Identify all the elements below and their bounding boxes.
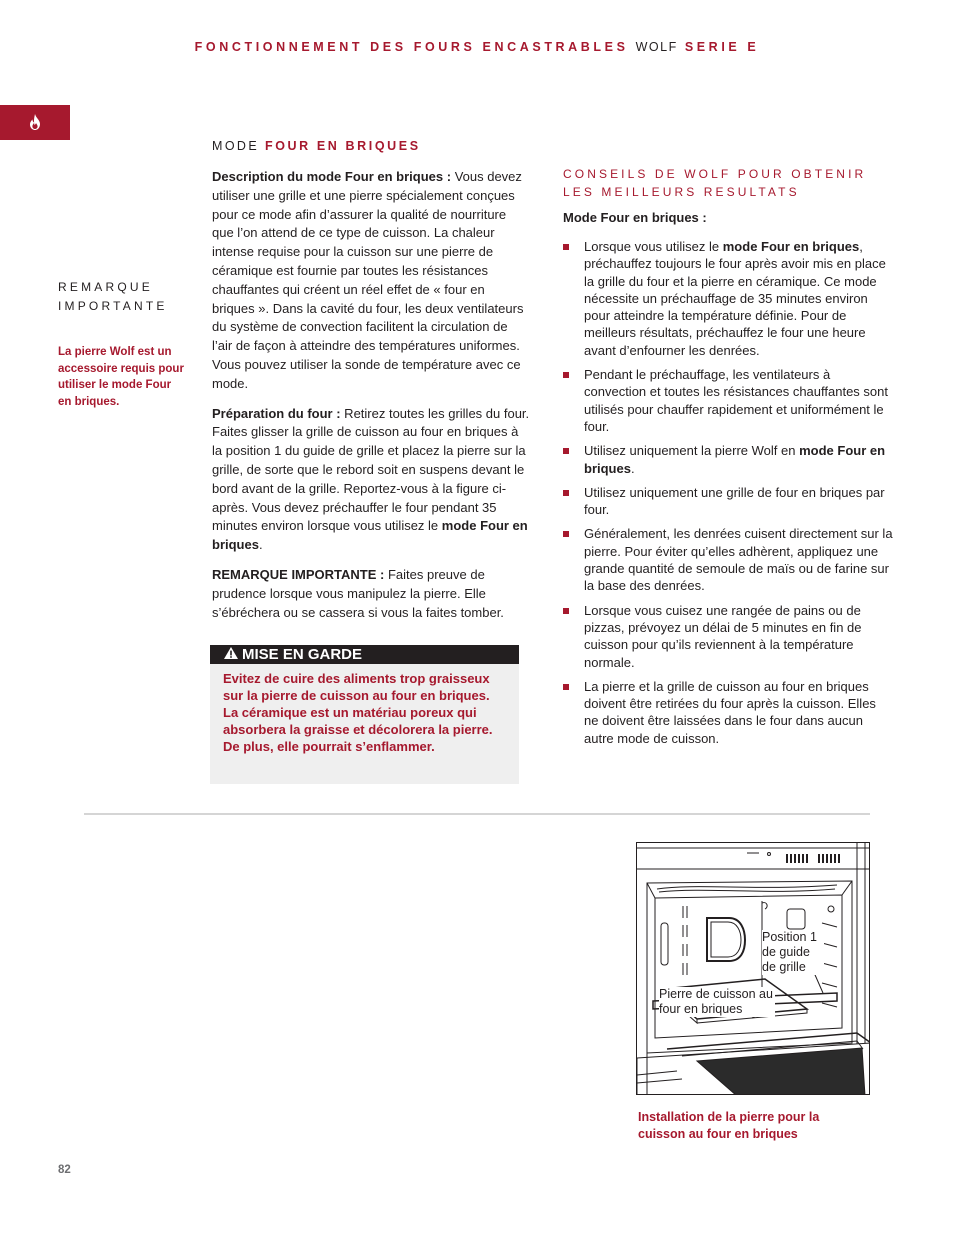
section-divider [84,813,870,815]
important-note-paragraph [212,566,530,622]
tip-text: Utilisez uniquement la pierre Wolf en [584,443,800,459]
section-title [212,139,421,153]
warning-title-bar [210,645,519,664]
sidebar-heading-line1: REMARQUE [58,280,153,294]
list-item [563,602,893,671]
tip-text: Pendant le préchauffage, les ventilateurs à convection et toutes les résistances chauffantes sont utilisés pour chauffer rapidement et uniformément le four. [584,367,888,434]
warning-box [210,645,519,784]
important-note-label: REMARQUE IMPORTANTE : [212,566,385,582]
tip-text-end: . [630,460,635,476]
stone-callout: Pierre de cuisson au four en briques [659,987,775,1017]
list-item [563,678,893,747]
sidebar-heading [58,278,188,316]
rack-position-callout: Position 1 de guide de grille [762,930,824,975]
preparation-text: Retirez toutes les grilles du four. Faites glisser la grille de cuisson au four en briques à la position 1 du guide de grille et placez la pierre sur la grille, de sorte que le rebord soit en suspens devant le bord avant de la grille. Reportez-vous à la figure ci-après. Vous devez préchauffer le four pendant 35 minutes environ lorsque vous utilisez le [212,405,530,534]
header-title: FONCTIONNEMENT DES FOURS ENCASTRABLES [194,40,629,54]
sidebar-heading-line2: IMPORTANTE [58,299,168,313]
list-item [563,238,893,359]
tip-bold: mode Four en briques [722,239,860,254]
tip-text: Lorsque vous utilisez le [584,239,723,254]
preparation-label: Préparation du four : [212,405,341,421]
important-note-text: Faites preuve de prudence lorsque vous manipulez la pierre. Elle s’ébréchera ou se cassera si vous la faites tomber. [212,566,504,620]
tips-heading: CONSEILS DE WOLF POUR OBTENIR LES MEILLEURS RESULTATS [563,167,867,199]
description-text: Vous devez utiliser une grille et une pierre spécialement conçues pour ce mode afin d’assurer la qualité de nourriture que l’on attend de ce type de cuisson. La chaleur intense requise pour la cuisson sur une pierre de céramique est fournie par toutes les résistances chauffantes qui créent un réel effet de « four en briques ». Dans la cavité du four, les deux ventilateurs du système de convection facilitent la circulation de l’air de façon à atteindre des températures uniformes. Vous pouvez utiliser la sonde de température avec ce mode. [212,169,524,391]
list-item [563,366,893,435]
preparation-paragraph [212,405,530,555]
tip-bold: mode Four en briques [584,443,886,476]
oven-drawing [637,843,870,1095]
description-label: Description du mode Four en briques : [212,169,452,184]
tip-text: Généralement, les denrées cuisent directement sur la pierre. Pour éviter qu’elles adhèrent, appliquez une grande quantité de semoule de maïs ou de farine sur la base des denrées. [584,526,893,594]
warning-triangle-icon [224,647,238,659]
list-item [563,525,893,594]
warning-title: MISE EN GARDE [242,646,363,663]
section-prefix: MODE [212,139,260,153]
running-header [0,40,954,54]
tips-subheading: Mode Four en briques : [563,210,707,225]
sidebar-note: La pierre Wolf est un accessoire requis pour utiliser le mode Four en briques. [58,346,184,408]
preparation-tail: . [258,537,263,553]
preparation-mode-name: mode Four en briques [212,518,528,553]
list-item [563,484,893,519]
header-brand: WOLF [635,40,678,54]
tip-text: La pierre et la grille de cuisson au four en briques doivent être retirées du four après la cuisson. Elles ne doivent être laissées dans le four dans aucun autre mode de cuisson. [584,678,876,746]
description-paragraph [212,168,530,394]
header-series: SERIE E [684,40,760,54]
main-column [212,168,530,633]
section-tab [0,105,70,140]
list-item [563,442,893,477]
warning-text: Evitez de cuire des aliments trop graisseux sur la pierre de cuisson au four en briques. La céramique est un matériau poreux qui absorbera la graisse et décolorera la pierre. De plus, elle pourrait s’enflammer. [223,671,493,754]
flame-icon [29,114,41,130]
oven-illustration [636,842,870,1095]
tip-text: Utilisez uniquement une grille de four en briques par four. [584,484,885,518]
tips-list [563,238,893,754]
tip-text: Lorsque vous cuisez une rangée de pains ou de pizzas, prévoyez un délai de 5 minutes en fin de cuisson pour qu’ils reviennent à la température normale. [584,602,862,670]
tip-text-end: , préchauffez toujours le four après avoir mis en place la grille du four et la pierre en céramique. Ce mode nécessite un préchauffage de 35 minutes environ pour atteindre la température définie. Pour de meilleurs résultats, préchauffez le four une heure avant d’enfourner les denrées. [584,239,886,358]
figure-caption: Installation de la pierre pour la cuisson au four en briques [638,1110,820,1141]
section-heading: FOUR EN BRIQUES [264,139,421,153]
page-number: 82 [58,1164,71,1176]
